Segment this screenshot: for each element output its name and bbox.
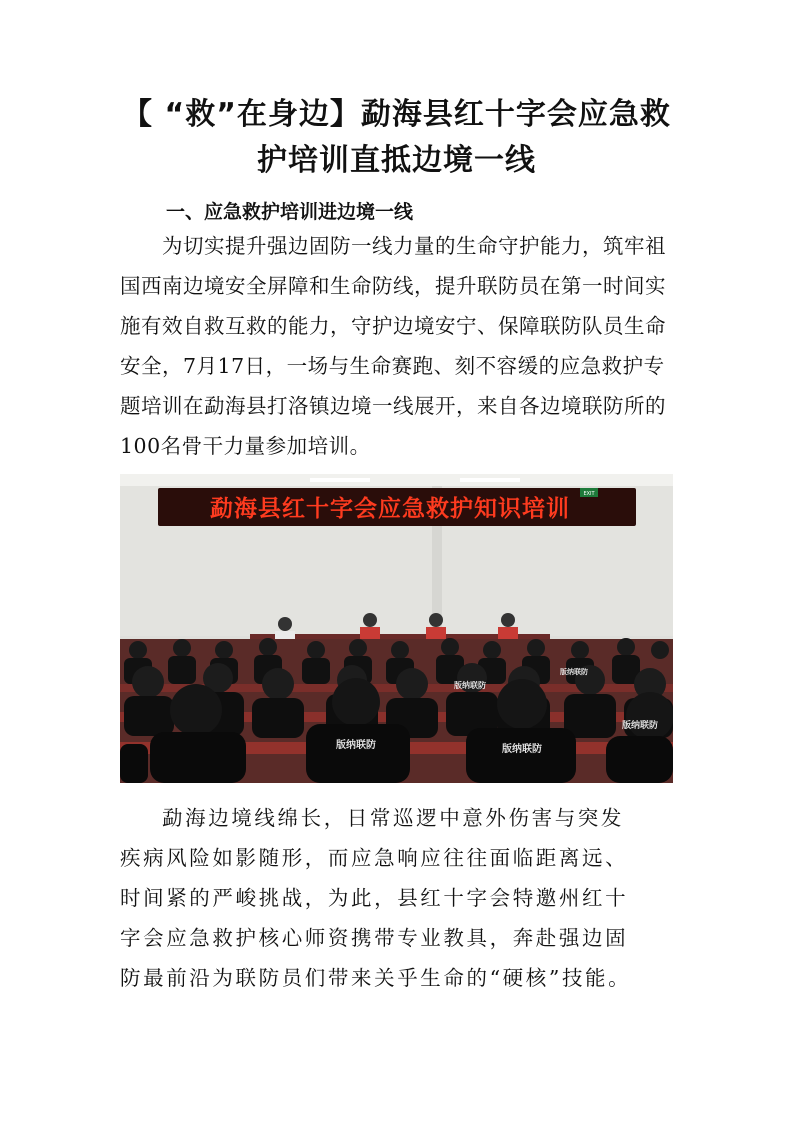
title-line-1: 【 “救”在身边】勐海县红十字会应急救 — [122, 97, 671, 132]
vest-label: 版纳联防 — [336, 740, 376, 751]
paragraph-line: 安全，7月17日，一场与生命赛跑、刻不容缓的应急救护专 — [120, 354, 665, 378]
title-line-2: 护培训直抵边境一线 — [257, 143, 536, 178]
paragraph-line: 国西南边境安全屏障和生命防线，提升联防员在第一时间实 — [120, 274, 666, 298]
paragraph-line: 防最前沿为联防员们带来关乎生命的“硬核”技能。 — [120, 966, 632, 990]
paragraph-line: 字会应急救护核心师资携带专业教具，奔赴强边固 — [120, 926, 629, 950]
vest-label: 版纳联防 — [502, 744, 542, 755]
vest-label: 版纳联防 — [560, 668, 588, 676]
led-banner-text: 勐海县红十字会应急救护知识培训 — [210, 496, 570, 522]
paragraph-line: 施有效自救互救的能力，守护边境安宁、保障联防队员生命 — [120, 314, 666, 338]
paragraph-line: 为切实提升强边固防一线力量的生命守护能力，筑牢祖 — [162, 234, 666, 258]
section-heading: 一、应急救护培训进边境一线 — [166, 201, 414, 223]
training-photo — [120, 474, 673, 783]
paragraph-line: 勐海边境线绵长，日常巡逻中意外伤害与突发 — [162, 806, 624, 830]
vest-label: 版纳联防 — [621, 721, 659, 731]
paragraph-line: 题培训在勐海县打洛镇边境一线展开，来自各边境联防所的 — [120, 394, 666, 418]
paragraph-line: 100名骨干力量参加培训。 — [120, 434, 371, 458]
paragraph-border — [120, 798, 675, 998]
paragraph-line: 疾病风险如影随形，而应急响应往往面临距离远、 — [120, 846, 629, 870]
paragraph-intro — [120, 226, 675, 466]
exit-sign-text: EXIT — [583, 491, 595, 497]
training-photo-drawing — [120, 474, 673, 783]
vest-label: 版纳联防 — [454, 681, 486, 690]
article-title — [110, 92, 683, 184]
paragraph-line: 时间紧的严峻挑战，为此，县红十字会特邀州红十 — [120, 886, 629, 910]
